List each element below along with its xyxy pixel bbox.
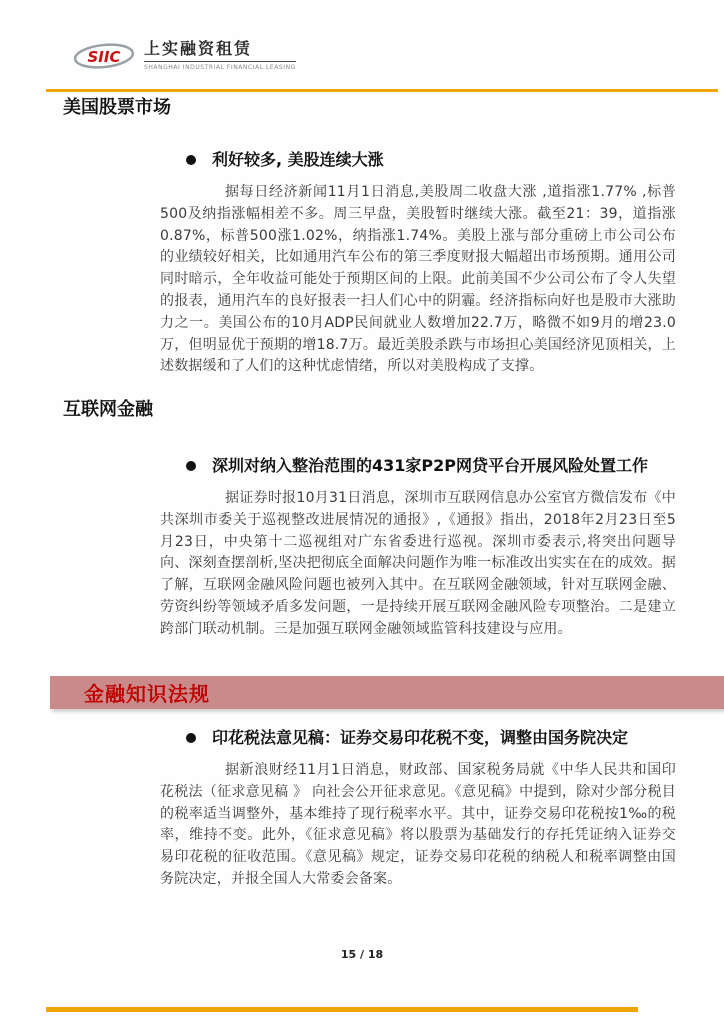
siic-logo-icon: [72, 40, 136, 74]
headline-text: 深圳对纳入整治范围的431家P2P网贷平台开展风险处置工作: [212, 456, 648, 475]
news-item-body: 据每日经济新闻11月1日消息,美股周二收盘大涨 ,道指涨1.77% ,标普500及纳指涨幅相差不多。周三早盘，美股暂时继续大涨。截至21：39，道指涨0.87%，标普500涨1.02%，纳指涨1.74%。美股上涨与部分重磅上市公司公布的业绩较好相关，比如通用汽车公布的第三季度财报大幅超出市场预期。通用公司同时暗示，全年收益可能处于预期区间的上限。此前美国不少公司公布了令人失望的报表，通用汽车的良好报表一扫人们心中的阴霾。经济指标向好也是股市大涨助力之一。美国公布的10月ADP民间就业人数增加22.7万，略微不如9月的增23.0万，但明显优于预期的增18.7万。最近美股杀跌与市场担心美国经济见顶相关，上述数据缓和了人们的这种忧虑情绪，所以对美股构成了支撑。: [160, 184, 676, 375]
news-item-headline: [186, 149, 384, 171]
top-accent-rule: [46, 89, 718, 92]
news-item-headline: [186, 727, 628, 749]
banner-label: 金融知识法规: [84, 682, 210, 706]
news-item-body: 据新浪财经11月1日消息，财政部、国家税务局就《中华人民共和国印花税法（征求意见稿 》 向社会公开征求意见。《意见稿》中提到，除对少部分税目的税率适当调整外，基本维持了现行税率水平。其中，证券交易印花税按1‰的税率，维持不变。此外，《征求意见稿》将以股票为基础发行的存托凭证纳入证券交易印花税的征收范围。《意见稿》规定，证券交易印花税的纳税人和税率调整由国务院决定，并报全国人大常委会备案。: [160, 762, 676, 887]
section-heading-internet-finance: 互联网金融: [63, 399, 153, 420]
section-heading-us-stock-market: 美国股票市场: [63, 97, 171, 118]
headline-text: 印花税法意见稿：证券交易印花税不变，调整由国务院决定: [212, 728, 629, 747]
company-name-en: SHANGHAI INDUSTRIAL FINANCIAL LEASING: [144, 64, 296, 71]
news-item-headline: [186, 455, 648, 477]
news-item-body: 据证券时报10月31日消息，深圳市互联网信息办公室官方微信发布《中共深圳市委关于巡视整改进展情况的通报》,《通报》指出，2018年2月23日至5月23日，中央第十二巡视组对广东省委进行巡视。深圳市委表示,将突出问题导向、深刻查摆剖析,坚决把彻底全面解决问题作为唯一标准改出实实在在的成效。据了解，互联网金融风险问题也被列入其中。在互联网金融领域，针对互联网金融、劳资纠纷等领域矛盾多发问题，一是持续开展互联网金融风险专项整治。二是建立跨部门联动机制。三是加强互联网金融领域监管科技建设与应用。: [160, 490, 676, 637]
letterhead: [72, 40, 296, 74]
bottom-accent-rule: [46, 1007, 638, 1012]
svg-text:SIIC: SIIC: [87, 48, 121, 66]
bullet-icon: [186, 733, 196, 743]
company-name-block: [144, 40, 296, 71]
headline-text: 利好较多, 美股连续大涨: [212, 150, 384, 169]
bullet-icon: [186, 461, 196, 471]
section-banner-finance-regulations: [50, 676, 724, 709]
company-name-cn: 上实融资租赁: [144, 40, 296, 62]
footer-page-number: 15 / 18: [340, 948, 384, 961]
bullet-icon: [186, 155, 196, 165]
